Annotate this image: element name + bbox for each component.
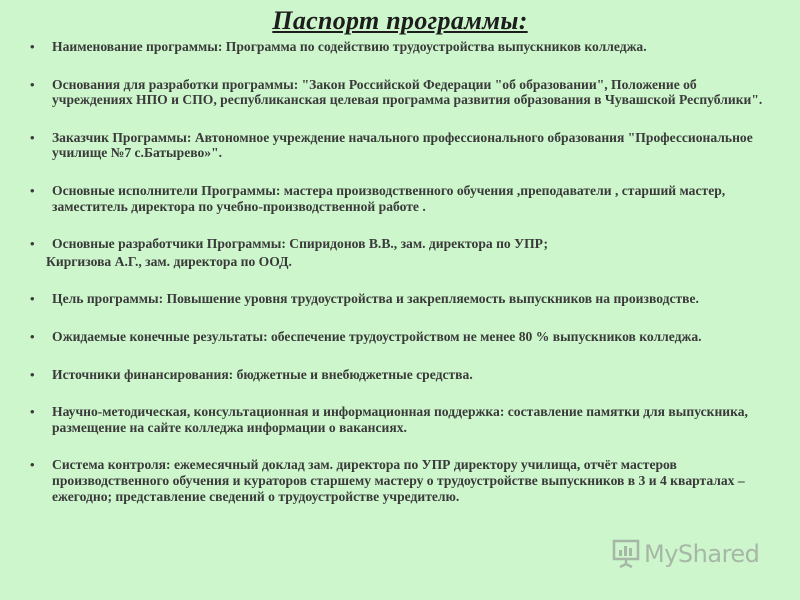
list-item (28, 404, 778, 435)
bullet-icon: • (30, 39, 35, 54)
bullet-icon: • (30, 129, 35, 145)
bullet-icon: • (30, 182, 35, 198)
item-text: Система контроля: ежемесячный доклад зам. директора по УПР директору училища, отчёт мастеров производственного обучения и кураторов старшему мастеру о трудоустройстве выпускников в 3 и 4 кварталах – ежегодно; представление сведений о трудоустройстве учредителю. (52, 457, 745, 504)
list-item (28, 130, 778, 161)
item-text: Источники финансирования: бюджетные и внебюджетные средства. (52, 366, 473, 382)
item-text: Основные разработчики Программы: Спиридонов В.В., зам. директора по УПР; (52, 236, 549, 252)
passport-list (28, 39, 778, 504)
bullet-icon: • (30, 328, 35, 344)
bullet-icon: • (30, 404, 35, 420)
bullet-icon: • (30, 457, 35, 473)
item-text: Ожидаемые конечные результаты: обеспечение трудоустройством не менее 80 % выпускников колледжа. (52, 328, 702, 344)
item-text: Научно-методическая, консультационная и информационная поддержка: составление памятки для выпускника, размещение на сайте колледжа информации о вакансиях. (52, 404, 748, 435)
list-item (28, 329, 778, 345)
list-item (28, 457, 778, 504)
item-text: Цель программы: Повышение уровня трудоустройства и закрепляемость выпускников на производстве. (52, 291, 699, 307)
bullet-icon: • (30, 76, 35, 92)
item-text: Основания для разработки программы: "Закон Российской Федерации "об образовании", Положение об учреждениях НПО и СПО, республиканская целевая программа развития образования в Чувашской Республики". (52, 76, 763, 108)
item-text: Заказчик Программы: Автономное учреждение начального профессионального образования "Профессиональное училище №7 с.Батырево»". (52, 129, 753, 161)
presentation-board-icon (612, 539, 640, 569)
bullet-icon: • (30, 236, 35, 252)
list-item (28, 77, 778, 108)
item-text: Основные исполнители Программы: мастера производственного обучения ,преподаватели , старший мастер, заместитель директора по учебно-производственной работе . (52, 182, 726, 214)
list-item (28, 183, 778, 214)
bullet-icon: • (30, 291, 35, 307)
list-item-continuation: Киргизова А.Г., зам. директора по ООД. (46, 253, 292, 269)
page-title: Паспорт программы: (272, 6, 528, 35)
list-item (28, 39, 778, 55)
watermark-text: MyShared (644, 540, 760, 568)
list-item (28, 236, 778, 252)
watermark-logo (612, 537, 768, 571)
item-text: Наименование программы: Программа по содействию трудоустройства выпускников колледжа. (52, 39, 647, 54)
bullet-icon: • (30, 366, 35, 382)
list-item (28, 291, 778, 307)
list-item (28, 367, 778, 383)
